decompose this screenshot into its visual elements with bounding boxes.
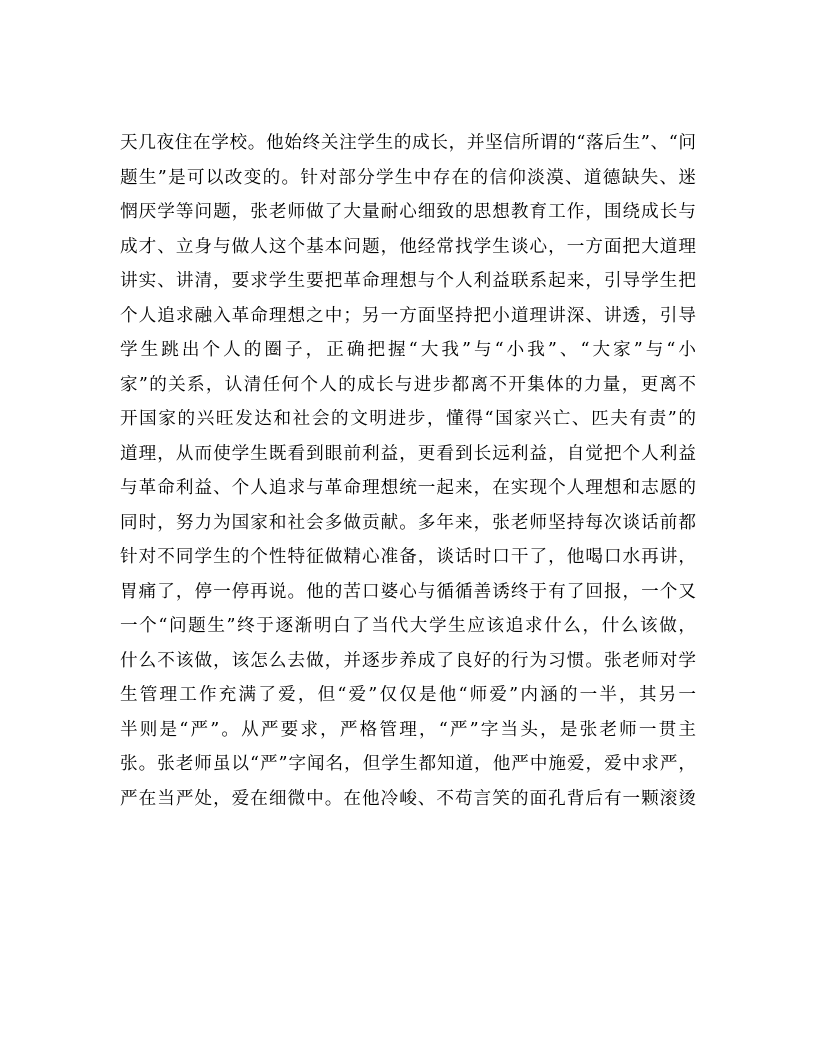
text-line: 成才、立身与做人这个基本问题，他经常找学生谈心，一方面把大道理 — [120, 236, 696, 257]
text-line: 同时，努力为国家和社会多做贡献。多年来，张老师坚持每次谈话前都 — [120, 512, 696, 533]
text-line: 家”的关系，认清任何个人的成长与进步都离不开集体的力量，更离不 — [120, 374, 696, 395]
body-paragraph — [120, 126, 696, 816]
text-line: 讲实、讲清，要求学生要把革命理想与个人利益联系起来，引导学生把 — [120, 271, 696, 291]
text-line: 胃痛了，停一停再说。他的苦口婆心与循循善诱终于有了回报，一个又 — [120, 581, 696, 602]
text-line: 学生跳出个人的圈子，正确把握“大我”与“小我”、“大家”与“小 — [120, 340, 696, 360]
text-line: 严在当严处，爱在细微中。在他冷峻、不苟言笑的面孔背后有一颗滚烫 — [120, 788, 696, 809]
text-line: 题生”是可以改变的。针对部分学生中存在的信仰淡漠、道德缺失、迷 — [120, 167, 696, 188]
text-line: 生管理工作充满了爱，但“爱”仅仅是他“师爱”内涵的一半，其另一 — [120, 685, 696, 705]
text-line: 道理，从而使学生既看到眼前利益，更看到长远利益，自觉把个人利益 — [120, 443, 696, 464]
text-line: 天几夜住在学校。他始终关注学生的成长，并坚信所谓的“落后生”、“问 — [120, 133, 696, 153]
text-line: 个人追求融入革命理想之中；另一方面坚持把小道理讲深、讲透，引导 — [120, 305, 696, 326]
text-line: 什么不该做，该怎么去做，并逐步养成了良好的行为习惯。张老师对学 — [120, 650, 696, 671]
text-line: 与革命利益、个人追求与革命理想统一起来，在实现个人理想和志愿的 — [120, 478, 696, 498]
text-line: 张。张老师虽以“严”字闻名，但学生都知道，他严中施爱，爱中求严， — [120, 754, 696, 774]
text-line: 惘厌学等问题，张老师做了大量耐心细致的思想教育工作，围绕成长与 — [120, 202, 696, 222]
text-line: 半则是“严”。从严要求，严格管理，“严”字当头，是张老师一贯主 — [120, 719, 696, 740]
text-line: 针对不同学生的个性特征做精心准备，谈话时口干了，他喝口水再讲， — [120, 547, 696, 567]
text-line: 开国家的兴旺发达和社会的文明进步，懂得“国家兴亡、匹夫有责”的 — [120, 409, 696, 429]
text-line: 一个“问题生”终于逐渐明白了当代大学生应该追求什么，什么该做， — [120, 616, 696, 636]
